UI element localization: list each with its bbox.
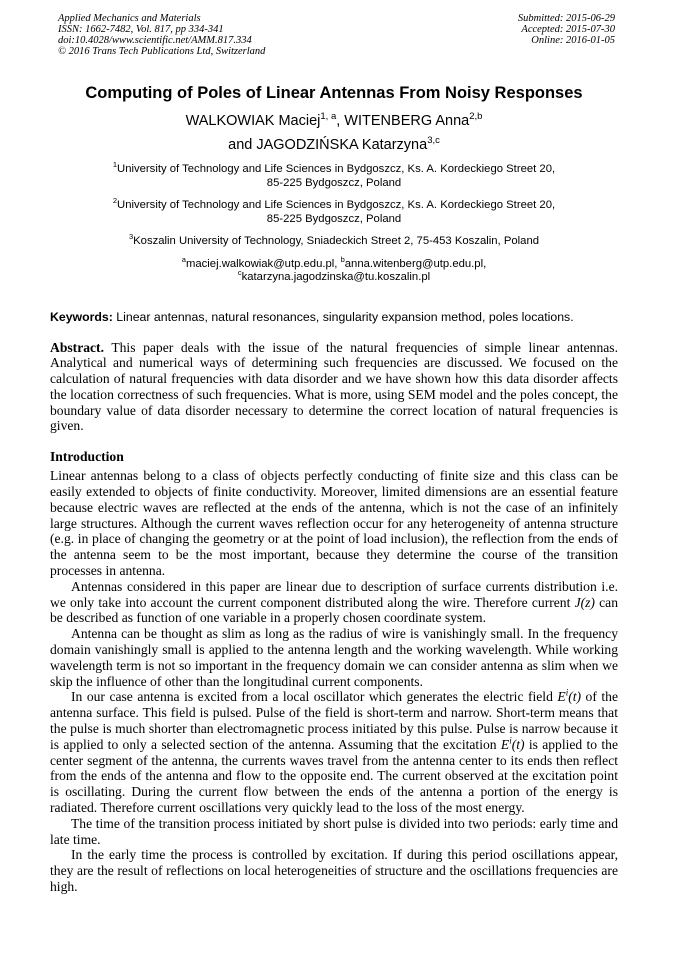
introduction-heading: Introduction (50, 449, 124, 465)
submission-dates (518, 13, 615, 46)
journal-name: Applied Mechanics and Materials (58, 13, 201, 24)
abstract-paragraph: Abstract. This paper deals with the issue of the natural frequencies of simple linear antennas. Analytical and numerical ways of determining such frequencies are discussed. We focused on the calculation of natural frequencies with data disorder and we have shown how this data disorder affects the location correctness of such frequencies. What is more, using SEM model and the poles concept, the boundary value of data disorder necessary to determine the correct location of natural frequencies is given. (50, 339, 618, 434)
authors-line-2: and JAGODZIŃSKA Katarzyna$^{3,c}$ (228, 135, 440, 153)
affiliation-3: $^3$Koszalin University of Technology, Sniadeckich Street 2, 75-453 Koszalin, Poland (128, 232, 540, 247)
affiliation-1: $^1$University of Technology and Life Sciences in Bydgoszcz, Ks. A. Kordeckiego Street 20, 85-225 Bydgoszcz, Poland (112, 160, 556, 189)
intro-paragraph-3: Antenna can be thought as slim as long as the radius of wire is vanishingly small. In the frequency domain vanishingly small is applied to the antenna length and the working wavelength. While working wavelength term is not so important in the frequency domain we can consider antenna as slim when we skip the influence of other than the longitudinal current components. (50, 626, 618, 689)
intro-paragraph-6: In the early time the process is controlled by excitation. If during this period oscillations appear, they are the result of reflections on local heterogeneities of structure and the oscillations frequencies are high. (50, 847, 618, 894)
intro-paragraph-5: The time of the transition process initiated by short pulse is divided into two periods: early time and late time. (50, 815, 618, 847)
online-date: Online: 2016-01-05 (531, 35, 615, 46)
journal-issn-volume: ISSN: 1662-7482, Vol. 817, pp 334-341 (58, 24, 224, 35)
keywords-line: Keywords: Linear antennas, natural resonances, singularity expansion method, poles locations. (50, 309, 574, 324)
paper-content (50, 84, 618, 895)
authors-line-1: WALKOWIAK Maciej$^{1, a}$, WITENBERG Anna$^{2,b}$ (185, 111, 483, 129)
author-emails: $^a$maciej.walkowiak@utp.edu.pl, $^b$anna.witenberg@utp.edu.pl, $^c$katarzyna.jagodzinska@tu.koszalin.pl (181, 254, 487, 283)
intro-paragraph-4: In our case antenna is excited from a local oscillator which generates the electric field $E^i(t)$ of the antenna surface. This field is pulsed. Pulse of the field is short-term and narrow. Short-term means that the pulse is much shorter than electromagnetic process initiated by this pulse. Pulse is narrow because it is applied to only a selected section of the antenna. Assuming that the excitation $E^i(t)$ is applied to the center segment of the antenna, the currents waves travel from the antenna center to its ends then reflect from the ends of the antenna and flow to the opposite end. The current observed at the excitation point is oscillating. During the current flow between the ends of the antenna a portion of the energy is radiated. Therefore current oscillations very quickly lead to the loss of the most energy. (50, 687, 618, 816)
journal-doi: doi:10.4028/www.scientific.net/AMM.817.334 (58, 35, 252, 46)
accepted-date: Accepted: 2015-07-30 (521, 24, 615, 35)
paper-title: Computing of Poles of Linear Antennas From Noisy Responses (85, 84, 583, 102)
intro-paragraph-1: Linear antennas belong to a class of objects perfectly conducting of finite size and this class can be easily extended to objects of finite conductivity. Moreover, limited dimensions are an essential feature because electric waves are reflected at the ends of the antenna, which is not the case of an infinitely large structures. Although the current waves reflection occur for any heterogeneity of antenna structure (e.g. in place of changing the geometry or at the point of load inclusion), the reflection from the ends of the antenna seem to be the most important, because they determine the course of the transition processes in antenna. (50, 468, 618, 579)
submitted-date: Submitted: 2015-06-29 (517, 13, 615, 24)
affiliation-2: $^2$University of Technology and Life Sciences in Bydgoszcz, Ks. A. Kordeckiego Street 20, 85-225 Bydgoszcz, Poland (112, 196, 556, 225)
journal-copyright: © 2016 Trans Tech Publications Ltd, Switzerland (58, 46, 266, 57)
journal-info (58, 13, 265, 57)
intro-paragraph-2: Antennas considered in this paper are linear due to description of surface currents distribution i.e. we only take into account the current component distributed along the wire. Therefore current J(z) can be described as function of one variable in a properly chosen coordinate system. (50, 578, 619, 626)
page-header (0, 0, 678, 57)
